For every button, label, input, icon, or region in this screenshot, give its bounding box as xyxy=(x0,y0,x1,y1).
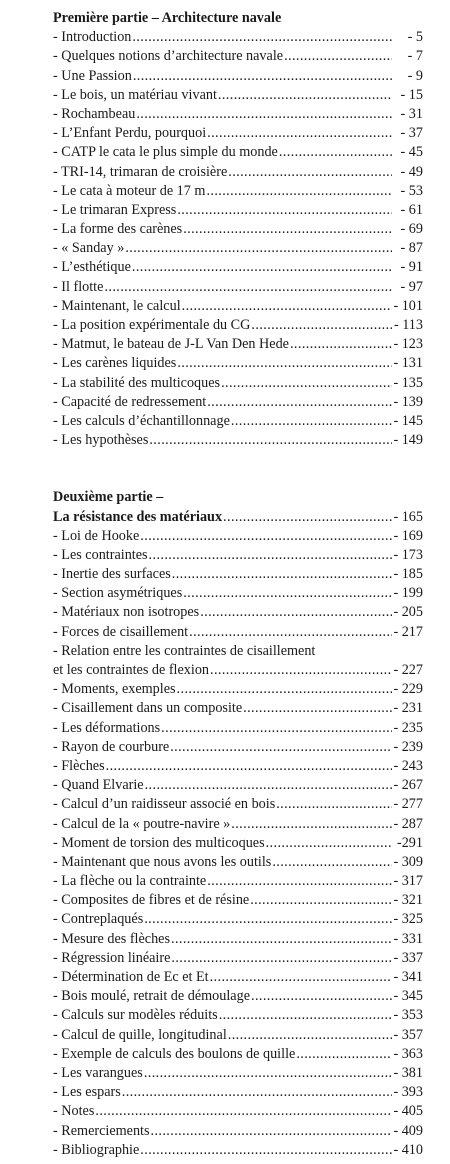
leader-dots xyxy=(144,1064,392,1083)
toc-entry-title: - Calculs sur modèles réduits xyxy=(53,1007,218,1024)
leader-dots xyxy=(296,1045,392,1064)
toc-entry-title: - Détermination de Ec et Et xyxy=(53,969,209,985)
toc-entry-title: - L’esthétique xyxy=(53,259,131,276)
toc-entry[interactable] xyxy=(53,1026,423,1045)
toc-entry[interactable] xyxy=(53,1102,423,1121)
toc-entry-page: - 357 xyxy=(393,1026,423,1043)
toc-entry[interactable] xyxy=(53,968,423,987)
toc-entry[interactable] xyxy=(53,105,423,124)
leader-dots xyxy=(149,431,392,450)
leader-dots xyxy=(228,1026,392,1045)
toc-entry[interactable] xyxy=(53,239,423,258)
toc-entry-title: - Inertie des surfaces xyxy=(53,566,171,583)
toc-entry-page: - 321 xyxy=(393,892,423,909)
toc-entry-page: - 61 xyxy=(400,201,423,218)
toc-entry-title: - La flèche ou la contrainte xyxy=(53,873,207,890)
toc-entry-title: - Les carènes liquides xyxy=(53,355,177,372)
leader-dots xyxy=(251,316,392,335)
leader-dots xyxy=(279,143,392,162)
toc-entry[interactable] xyxy=(53,949,423,968)
leader-dots xyxy=(266,834,392,853)
toc-entry-title: - Moments, exemples xyxy=(53,681,176,698)
leader-dots xyxy=(183,584,392,603)
toc-entry-page: - 135 xyxy=(393,374,423,391)
leader-dots xyxy=(125,239,392,258)
leader-dots xyxy=(221,374,392,393)
toc-entry-page: - 37 xyxy=(400,125,423,142)
toc-entry[interactable] xyxy=(53,1141,423,1160)
part2-entries-b xyxy=(53,680,423,1160)
toc-entry-title: - Les hypothèses xyxy=(53,432,149,449)
toc-entry-page: - 205 xyxy=(393,604,423,621)
toc-entry-page: - 405 xyxy=(393,1103,423,1120)
toc-entry[interactable] xyxy=(53,182,423,201)
leader-dots xyxy=(210,661,392,680)
toc-entry[interactable] xyxy=(53,431,423,450)
toc-entry[interactable] xyxy=(53,987,423,1006)
leader-dots xyxy=(171,949,392,968)
toc-entry-title: - Matériaux non isotropes xyxy=(53,604,200,621)
toc-entry-title: - Les contraintes xyxy=(53,546,148,563)
toc-entry[interactable] xyxy=(53,47,423,66)
leader-dots xyxy=(140,1141,392,1160)
toc-entry[interactable] xyxy=(53,680,423,699)
toc-entry-title: - La position expérimentale du CG xyxy=(53,317,251,333)
toc-entry-page: - 101 xyxy=(393,297,423,314)
relation-entry-page: - 227 xyxy=(393,662,423,678)
toc-entry-page: - 53 xyxy=(400,182,423,199)
toc-entry-title: - Matmut, le bateau de J-L Van Den Hede xyxy=(53,336,289,353)
toc-entry[interactable] xyxy=(53,910,423,929)
toc-entry-title: - Rayon de courbure xyxy=(53,738,170,755)
toc-entry[interactable] xyxy=(53,1006,423,1025)
relation-entry-line1[interactable]: - Relation entre les contraintes de cisaillement xyxy=(53,642,316,659)
toc-entry-page: - 5 xyxy=(407,29,423,46)
toc-entry-title: - « Sanday » xyxy=(53,240,125,257)
leader-dots xyxy=(290,335,392,354)
toc-entry-title: - Moment de torsion des multicoques xyxy=(53,834,265,851)
toc-entry[interactable] xyxy=(53,623,423,642)
toc-entry-page: - 239 xyxy=(393,738,423,755)
toc-entry-title: - Régression linéaire xyxy=(53,949,171,966)
leader-dots xyxy=(122,1083,392,1102)
leader-dots xyxy=(149,546,392,565)
toc-entry-page: - 345 xyxy=(393,988,423,1005)
toc-entry-page: - 277 xyxy=(393,796,423,813)
toc-entry[interactable] xyxy=(53,699,423,718)
toc-entry-page: -291 xyxy=(396,834,423,851)
toc-entry[interactable] xyxy=(53,527,423,546)
toc-entry[interactable] xyxy=(53,220,423,239)
leader-dots xyxy=(136,105,392,124)
toc-entry-page: - 69 xyxy=(400,221,423,238)
toc-entry-page: - 341 xyxy=(393,969,423,985)
toc-entry-page: - 243 xyxy=(393,757,423,774)
toc-entry-page: - 49 xyxy=(400,163,423,180)
leader-dots xyxy=(177,680,392,699)
toc-entry-page: - 9 xyxy=(407,67,423,84)
toc-entry-title: - La stabilité des multicoques xyxy=(53,374,221,391)
leader-dots xyxy=(219,1006,392,1025)
toc-entry-page: - 97 xyxy=(400,278,423,295)
leader-dots xyxy=(172,565,392,584)
leader-dots xyxy=(231,412,392,431)
toc-entry[interactable] xyxy=(53,28,423,47)
toc-entry-title: - Flèches xyxy=(53,757,105,774)
toc-entry-title: - CATP le cata le plus simple du monde xyxy=(53,144,278,161)
toc-entry-title: - Une Passion xyxy=(53,67,132,84)
part2-title-line1: Deuxième partie – xyxy=(53,489,164,506)
toc-entry-page: - 169 xyxy=(393,527,423,544)
toc-entry[interactable] xyxy=(53,1122,423,1141)
toc-entry-page: - 409 xyxy=(393,1122,423,1139)
toc-entry[interactable] xyxy=(53,891,423,910)
toc-entry[interactable] xyxy=(53,258,423,277)
toc-entry-title: - Bibliographie xyxy=(53,1141,140,1158)
toc-entry-page: - 317 xyxy=(393,873,423,890)
toc-entry-page: - 131 xyxy=(393,355,423,372)
relation-entry-text: et les contraintes de flexion xyxy=(53,662,210,678)
toc-entry-title: - Quand Elvarie xyxy=(53,777,144,794)
leader-dots xyxy=(144,910,392,929)
toc-entry[interactable] xyxy=(53,757,423,776)
toc-entry-title: - Le cata à moteur de 17 m xyxy=(53,182,206,199)
toc-entry-page: - 309 xyxy=(393,853,423,870)
relation-entry-line2[interactable] xyxy=(53,661,423,680)
toc-entry-page: - 185 xyxy=(393,566,423,583)
leader-dots xyxy=(272,853,392,872)
leader-dots xyxy=(223,508,392,527)
table-of-contents xyxy=(53,9,423,1160)
toc-entry[interactable] xyxy=(53,124,423,143)
toc-entry-title: - Section asymétriques xyxy=(53,585,183,602)
toc-entry-title: - Loi de Hooke xyxy=(53,527,140,544)
toc-entry-page: - 229 xyxy=(393,681,423,698)
toc-entry-title: - Capacité de redressement xyxy=(53,393,207,410)
toc-entry-page: - 381 xyxy=(393,1064,423,1081)
leader-dots xyxy=(177,201,392,220)
toc-entry-title: - Les espars xyxy=(53,1084,121,1101)
toc-entry[interactable] xyxy=(53,316,423,335)
toc-entry-title: - Les calculs d’échantillonnage xyxy=(53,412,230,429)
toc-entry-title: - Notes xyxy=(53,1103,95,1120)
toc-entry[interactable] xyxy=(53,872,423,891)
leader-dots xyxy=(183,220,392,239)
toc-entry-title: - Introduction xyxy=(53,29,132,46)
toc-entry-title: - La forme des carènes xyxy=(53,221,183,238)
toc-entry-title: - L’Enfant Perdu, pourquoi xyxy=(53,125,207,142)
leader-dots xyxy=(207,872,392,891)
toc-entry[interactable] xyxy=(53,795,423,814)
toc-entry-page: - 139 xyxy=(393,393,423,410)
toc-entry-page: - 217 xyxy=(393,623,423,640)
toc-entry-page: - 267 xyxy=(393,777,423,794)
toc-entry[interactable] xyxy=(53,853,423,872)
toc-entry-page: - 7 xyxy=(407,48,423,65)
leader-dots xyxy=(104,278,392,297)
leader-dots xyxy=(200,603,392,622)
leader-dots xyxy=(133,67,392,86)
toc-entry-page: - 123 xyxy=(393,336,423,353)
leader-dots xyxy=(170,738,392,757)
toc-entry[interactable] xyxy=(53,834,423,853)
toc-entry-page: - 325 xyxy=(393,911,423,928)
toc-entry-title: - Forces de cisaillement xyxy=(53,623,189,640)
toc-entry[interactable] xyxy=(53,393,423,412)
toc-entry-title: - Calcul d’un raidisseur associé en bois xyxy=(53,796,276,813)
toc-entry-title: - Composites de fibres et de résine xyxy=(53,892,250,909)
toc-entry-page: - 337 xyxy=(393,949,423,966)
leader-dots xyxy=(231,815,392,834)
leader-dots xyxy=(207,124,392,143)
toc-entry-title: - Les varangues xyxy=(53,1064,143,1081)
leader-dots xyxy=(177,354,392,373)
toc-entry[interactable] xyxy=(53,603,423,622)
toc-entry-title: - Exemple de calculs des boulons de quille xyxy=(53,1045,296,1062)
toc-entry-title: - Bois moulé, retrait de démoulage xyxy=(53,988,250,1005)
toc-entry-page: - 15 xyxy=(400,86,423,103)
toc-entry-page: - 353 xyxy=(393,1007,423,1024)
toc-entry[interactable] xyxy=(53,86,423,105)
toc-entry-title: - Calcul de quille, longitudinal xyxy=(53,1026,227,1043)
toc-entry-page: - 393 xyxy=(393,1084,423,1101)
leader-dots xyxy=(106,757,392,776)
leader-dots xyxy=(276,795,392,814)
toc-entry[interactable] xyxy=(53,930,423,949)
toc-entry-page: - 363 xyxy=(393,1045,423,1062)
toc-entry-page: - 410 xyxy=(393,1141,423,1158)
part2-title-line2[interactable] xyxy=(53,508,423,527)
toc-entry-title: - Cisaillement dans un composite xyxy=(53,700,243,717)
toc-entry-title: - Maintenant, le calcul xyxy=(53,297,181,314)
toc-entry-title: - Les déformations xyxy=(53,719,161,736)
toc-entry[interactable] xyxy=(53,1045,423,1064)
part2-entries-a xyxy=(53,527,423,642)
toc-entry-page: - 235 xyxy=(393,719,423,736)
toc-entry-page: - 231 xyxy=(393,700,423,717)
toc-entry[interactable] xyxy=(53,67,423,86)
toc-entry-title: - Il flotte xyxy=(53,278,104,295)
leader-dots xyxy=(206,182,392,201)
toc-entry-page: - 31 xyxy=(400,105,423,122)
toc-entry-title: - Rochambeau xyxy=(53,105,136,122)
toc-entry-page: - 91 xyxy=(400,259,423,276)
part1-entries xyxy=(53,28,423,450)
leader-dots xyxy=(182,297,392,316)
toc-entry[interactable] xyxy=(53,1064,423,1083)
toc-entry-title: - Maintenant que nous avons les outils xyxy=(53,853,272,870)
toc-entry-title: - Contreplaqués xyxy=(53,911,144,928)
part2-title-text: La résistance des matériaux xyxy=(53,508,223,525)
toc-entry[interactable] xyxy=(53,374,423,393)
toc-entry[interactable] xyxy=(53,354,423,373)
leader-dots xyxy=(207,393,392,412)
toc-entry[interactable] xyxy=(53,335,423,354)
part2-title-page: - 165 xyxy=(393,508,423,525)
leader-dots xyxy=(145,776,392,795)
leader-dots xyxy=(250,891,392,910)
toc-entry-title: - Calcul de la « poutre-navire » xyxy=(53,815,231,832)
toc-entry-page: - 173 xyxy=(393,546,423,563)
toc-entry-title: - Quelques notions d’architecture navale xyxy=(53,48,284,65)
section-gap xyxy=(53,450,423,488)
toc-entry[interactable] xyxy=(53,546,423,565)
toc-entry[interactable] xyxy=(53,412,423,431)
toc-entry-page: - 113 xyxy=(393,317,423,333)
leader-dots xyxy=(189,623,392,642)
leader-dots xyxy=(151,1122,392,1141)
leader-dots xyxy=(251,987,392,1006)
toc-entry[interactable] xyxy=(53,201,423,220)
toc-entry-title: - Le trimaran Express xyxy=(53,201,177,218)
toc-entry-page: - 87 xyxy=(400,240,423,257)
toc-entry-page: - 149 xyxy=(393,432,423,449)
toc-entry-page: - 287 xyxy=(393,815,423,832)
leader-dots xyxy=(95,1102,392,1121)
toc-entry-page: - 199 xyxy=(393,585,423,602)
toc-entry-page: - 145 xyxy=(393,412,423,429)
toc-entry[interactable] xyxy=(53,776,423,795)
toc-entry-title: - Le bois, un matériau vivant xyxy=(53,86,217,103)
toc-entry-page: - 45 xyxy=(400,144,423,161)
toc-entry[interactable] xyxy=(53,278,423,297)
toc-entry[interactable] xyxy=(53,163,423,182)
toc-entry-page: - 331 xyxy=(393,930,423,947)
toc-entry[interactable] xyxy=(53,1083,423,1102)
toc-entry[interactable] xyxy=(53,297,423,316)
toc-entry[interactable] xyxy=(53,143,423,162)
part1-title: Première partie – Architecture navale xyxy=(53,10,282,26)
leader-dots xyxy=(284,47,392,66)
toc-entry[interactable] xyxy=(53,815,423,834)
leader-dots xyxy=(132,28,392,47)
leader-dots xyxy=(228,163,392,182)
leader-dots xyxy=(171,930,392,949)
leader-dots xyxy=(218,86,392,105)
toc-entry[interactable] xyxy=(53,584,423,603)
toc-entry-title: - Mesure des flèches xyxy=(53,930,170,947)
leader-dots xyxy=(132,258,392,277)
leader-dots xyxy=(210,968,392,987)
toc-entry-title: - TRI-14, trimaran de croisière xyxy=(53,163,228,180)
leader-dots xyxy=(140,527,392,546)
toc-entry[interactable] xyxy=(53,565,423,584)
leader-dots xyxy=(243,699,392,718)
leader-dots xyxy=(161,719,392,738)
toc-entry[interactable] xyxy=(53,719,423,738)
toc-entry-title: - Remerciements xyxy=(53,1122,150,1139)
toc-entry[interactable] xyxy=(53,738,423,757)
